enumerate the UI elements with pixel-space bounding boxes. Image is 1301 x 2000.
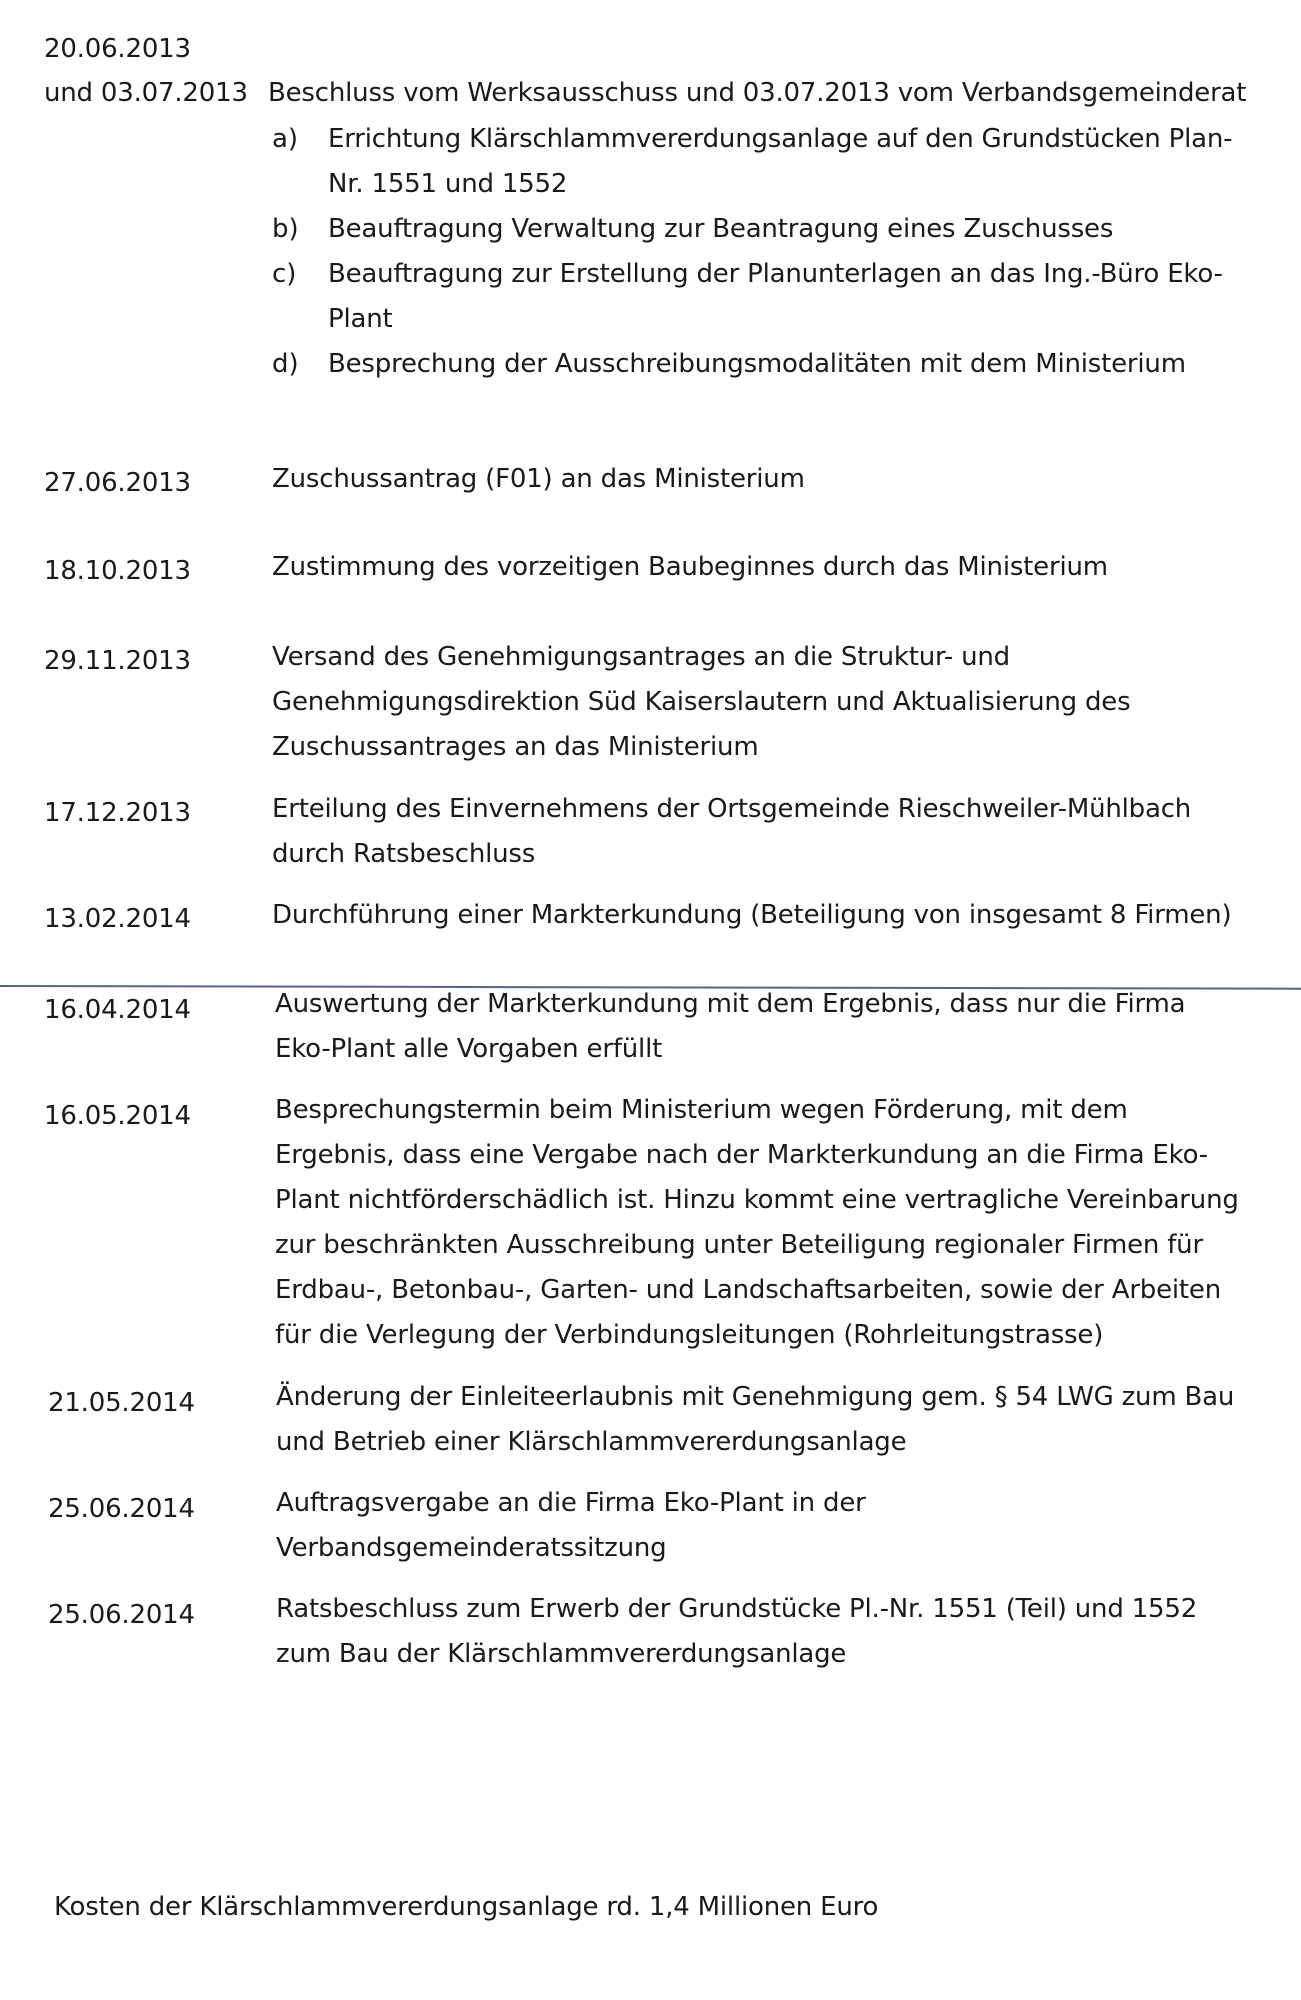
- item-marker-a: a): [272, 124, 299, 154]
- entry-line: Erteilung des Einvernehmens der Ortsgemeinde Rieschweiler-Mühlbach: [272, 794, 1192, 824]
- entry-text: [275, 1088, 1239, 1358]
- item-marker-b: b): [272, 214, 299, 244]
- entry-date: 18.10.2013: [44, 556, 191, 586]
- entry-text: [275, 982, 1185, 1072]
- entry-line: Zustimmung des vorzeitigen Baubeginnes durch das Ministerium: [272, 552, 1108, 582]
- item-marker-c: c): [272, 259, 297, 289]
- entry-line: und Betrieb einer Klärschlammvererdungsanlage: [276, 1427, 907, 1457]
- item-marker-d: d): [272, 349, 299, 379]
- item-d-text: [328, 342, 1186, 387]
- cost-summary: Kosten der Klärschlammvererdungsanlage rd. 1,4 Millionen Euro: [54, 1892, 879, 1922]
- entry-line: Durchführung einer Markterkundung (Beteiligung von insgesamt 8 Firmen): [272, 900, 1232, 930]
- item-c-line-2: Plant: [328, 304, 393, 334]
- entry-date: 25.06.2014: [48, 1600, 195, 1630]
- item-a-text: [328, 117, 1232, 207]
- entry-line: Zuschussantrages an das Ministerium: [272, 732, 759, 762]
- entry-date: 17.12.2013: [44, 798, 191, 828]
- entry-line: durch Ratsbeschluss: [272, 839, 536, 869]
- entry-line: Auftragsvergabe an die Firma Eko-Plant in der: [276, 1488, 866, 1518]
- entry-text: [272, 893, 1231, 938]
- entry-line: Versand des Genehmigungsantrages an die Struktur- und: [272, 642, 1010, 672]
- entry-date: 16.04.2014: [44, 995, 191, 1025]
- entry-date: 21.05.2014: [48, 1388, 195, 1418]
- item-c-text: [328, 252, 1223, 342]
- item-b-text: [328, 207, 1113, 252]
- entry-text: [272, 787, 1191, 877]
- entry-text: [272, 635, 1130, 770]
- entry-date: 13.02.2014: [44, 904, 191, 934]
- entry-line: Änderung der Einleiteerlaubnis mit Genehmigung gem. § 54 LWG zum Bau: [276, 1382, 1235, 1412]
- entry-text: [272, 457, 805, 502]
- entry-line: Plant nichtförderschädlich ist. Hinzu kommt eine vertragliche Vereinbarung: [275, 1185, 1239, 1215]
- item-c-line-1: Beauftragung zur Erstellung der Planunterlagen an das Ing.-Büro Eko-: [328, 259, 1223, 289]
- entry-line: Auswertung der Markterkundung mit dem Ergebnis, dass nur die Firma: [275, 989, 1186, 1019]
- item-a-line-2: Nr. 1551 und 1552: [328, 169, 568, 199]
- entry-text: [276, 1375, 1234, 1465]
- entry-date: 25.06.2014: [48, 1494, 195, 1524]
- entry-line: Ergebnis, dass eine Vergabe nach der Markterkundung an die Firma Eko-: [275, 1140, 1208, 1170]
- entry-line: Besprechungstermin beim Ministerium wegen Förderung, mit dem: [275, 1095, 1128, 1125]
- entry-date: 16.05.2014: [44, 1101, 191, 1131]
- entry-line: zur beschränkten Ausschreibung unter Beteiligung regionaler Firmen für: [275, 1230, 1203, 1260]
- item-b-line-1: Beauftragung Verwaltung zur Beantragung eines Zuschusses: [328, 214, 1114, 244]
- entry-text: [272, 545, 1108, 590]
- entry-line: Eko-Plant alle Vorgaben erfüllt: [275, 1034, 663, 1064]
- entry-text: [276, 1587, 1197, 1677]
- header-text: Beschluss vom Werksausschuss und 03.07.2013 vom Verbandsgemeinderat: [268, 78, 1247, 108]
- entry-line: zum Bau der Klärschlammvererdungsanlage: [276, 1639, 847, 1669]
- header-date-first: 20.06.2013: [44, 34, 191, 64]
- item-d-line-1: Besprechung der Ausschreibungsmodalitäten mit dem Ministerium: [328, 349, 1186, 379]
- entry-line: für die Verlegung der Verbindungsleitungen (Rohrleitungstrasse): [275, 1320, 1104, 1350]
- entry-line: Zuschussantrag (F01) an das Ministerium: [272, 464, 805, 494]
- entry-line: Genehmigungsdirektion Süd Kaiserslautern und Aktualisierung des: [272, 687, 1131, 717]
- entry-line: Ratsbeschluss zum Erwerb der Grundstücke Pl.-Nr. 1551 (Teil) und 1552: [276, 1594, 1198, 1624]
- entry-date: 27.06.2013: [44, 468, 191, 498]
- header-date-second: und 03.07.2013: [44, 78, 248, 108]
- entry-date: 29.11.2013: [44, 646, 191, 676]
- entry-text: [276, 1481, 866, 1571]
- item-a-line-1: Errichtung Klärschlammvererdungsanlage auf den Grundstücken Plan-: [328, 124, 1233, 154]
- entry-line: Verbandsgemeinderatssitzung: [276, 1533, 667, 1563]
- entry-line: Erdbau-, Betonbau-, Garten- und Landschaftsarbeiten, sowie der Arbeiten: [275, 1275, 1221, 1305]
